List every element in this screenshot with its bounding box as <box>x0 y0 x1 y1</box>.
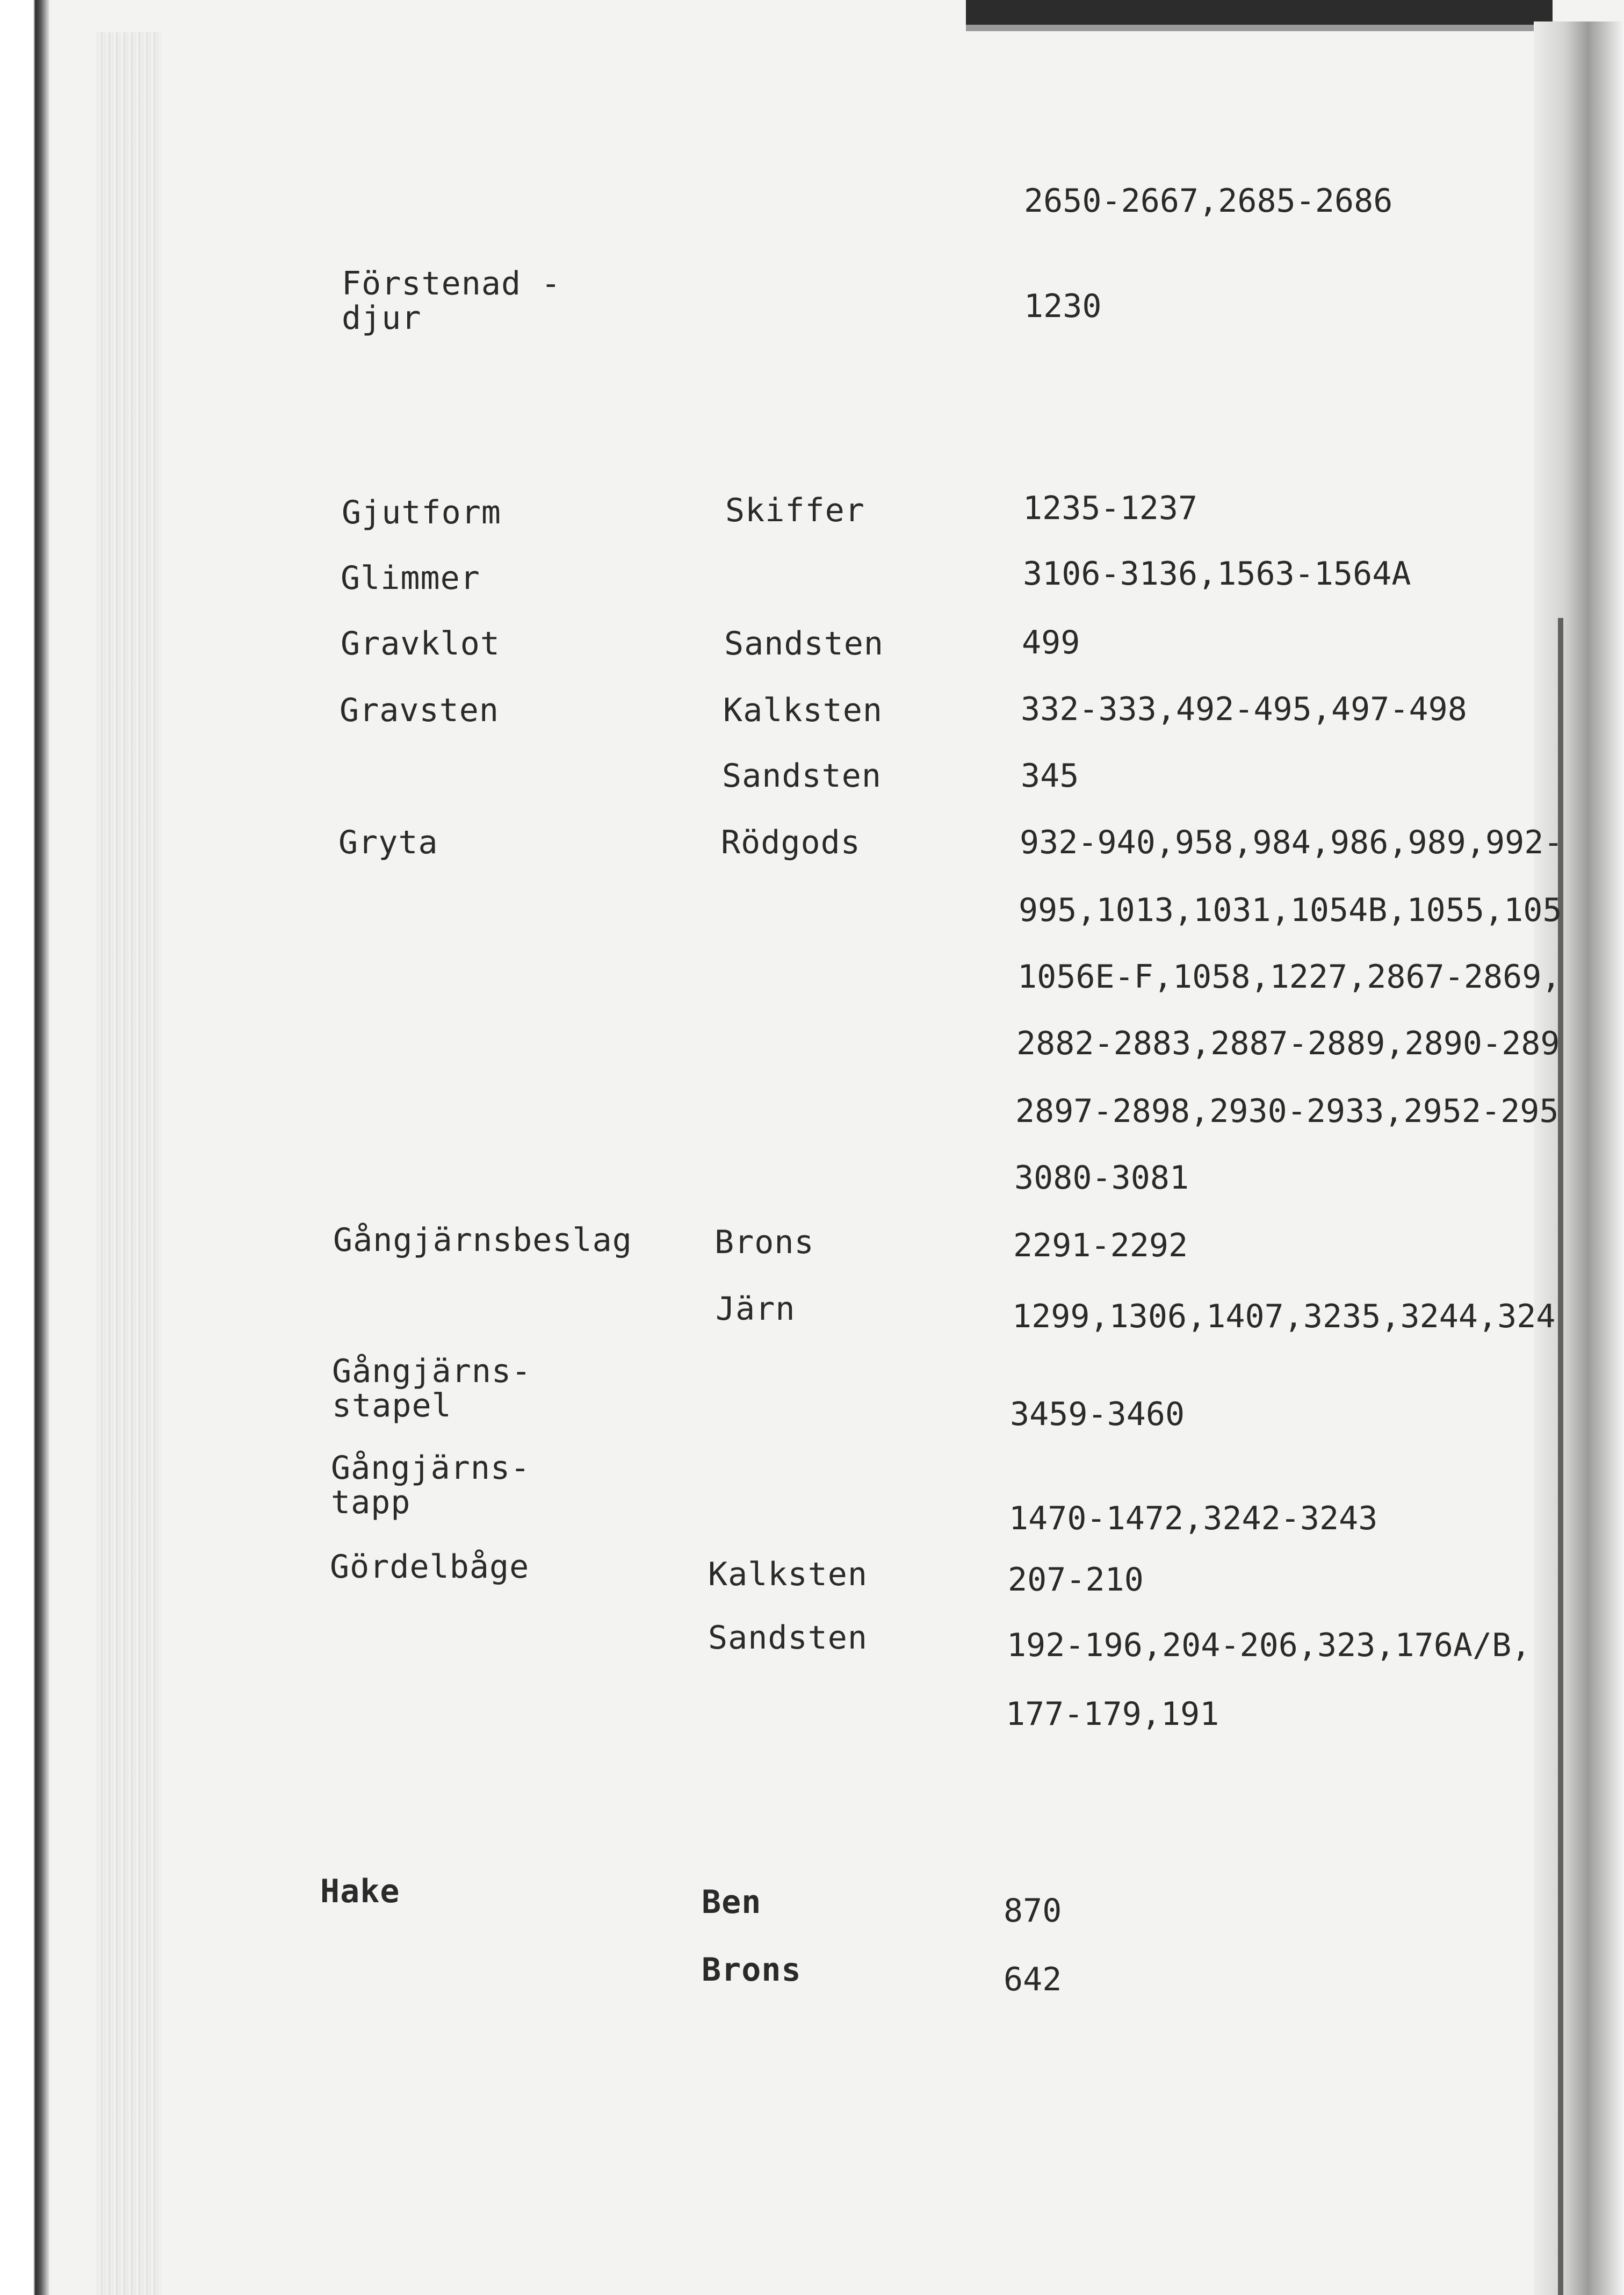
entry-term: Gördelbåge <box>330 1548 530 1586</box>
page-gutter-shadow <box>1534 21 1624 2295</box>
entry-term: Gångjärns- stapel <box>332 1352 532 1425</box>
entry-numbers: 192-196,204-206,323,176A/B, <box>1007 1627 1531 1664</box>
entry-term: Gångjärnsbeslag <box>333 1221 632 1259</box>
entry-material: Skiffer <box>725 492 865 529</box>
entry-numbers: 870 <box>1004 1892 1062 1930</box>
entry-numbers: 332-333,492-495,497-498 <box>1021 690 1467 728</box>
entry-term: Gångjärns- tapp <box>331 1449 531 1521</box>
entry-material: Rödgods <box>721 824 861 861</box>
page-gutter-line <box>1558 618 1563 2295</box>
entry-numbers: 177-179,191 <box>1006 1695 1219 1733</box>
entry-material: Kalksten <box>723 692 883 729</box>
entry-material: Sandsten <box>722 757 882 795</box>
entry-term: Glimmer <box>341 559 480 597</box>
entry-material: Brons <box>702 1951 802 1989</box>
entry-numbers: 345 <box>1021 757 1079 795</box>
entry-numbers: 3106-3136,1563-1564A <box>1023 555 1411 593</box>
entry-term: Hake <box>320 1873 400 1910</box>
entry-material: Sandsten <box>724 625 884 663</box>
entry-numbers: 995,1013,1031,1054B,1055,105 <box>1019 891 1562 929</box>
entry-numbers: 642 <box>1004 1961 1062 1998</box>
entry-numbers: 1235-1237 <box>1023 490 1198 527</box>
entry-material: Järn <box>716 1290 796 1328</box>
entry-numbers: 2650-2667,2685-2686 <box>1024 182 1393 220</box>
entry-numbers: 932-940,958,984,986,989,992- <box>1020 824 1563 861</box>
entry-numbers: 2882-2883,2887-2889,2890-289 <box>1016 1025 1560 1062</box>
entry-numbers: 2291-2292 <box>1013 1227 1188 1264</box>
entry-material: Kalksten <box>708 1556 868 1593</box>
entry-numbers: 3459-3460 <box>1010 1395 1185 1433</box>
entry-numbers: 1470-1472,3242-3243 <box>1009 1500 1378 1537</box>
entry-term: Gravklot <box>341 625 500 663</box>
entry-numbers: 2897-2898,2930-2933,2952-295 <box>1015 1092 1559 1130</box>
entry-term: Gravsten <box>340 692 499 729</box>
entry-material: Brons <box>714 1224 814 1261</box>
entry-material: Sandsten <box>708 1619 868 1657</box>
entry-numbers: 3080-3081 <box>1014 1159 1189 1197</box>
entry-numbers: 1299,1306,1407,3235,3244,324 <box>1012 1298 1556 1335</box>
entry-numbers: 207-210 <box>1008 1561 1144 1599</box>
entry-numbers: 1056E-F,1058,1227,2867-2869, <box>1017 958 1561 996</box>
photo-edge <box>966 0 1553 31</box>
page-left-edge <box>0 0 49 2295</box>
page-stack-edge <box>97 32 161 2295</box>
entry-term: Förstenad - djur <box>342 265 561 337</box>
entry-material: Ben <box>702 1883 762 1921</box>
entry-term: Gryta <box>338 824 438 861</box>
entry-numbers: 1230 <box>1024 287 1102 325</box>
entry-numbers: 499 <box>1022 624 1080 661</box>
entry-term: Gjutform <box>342 494 501 531</box>
